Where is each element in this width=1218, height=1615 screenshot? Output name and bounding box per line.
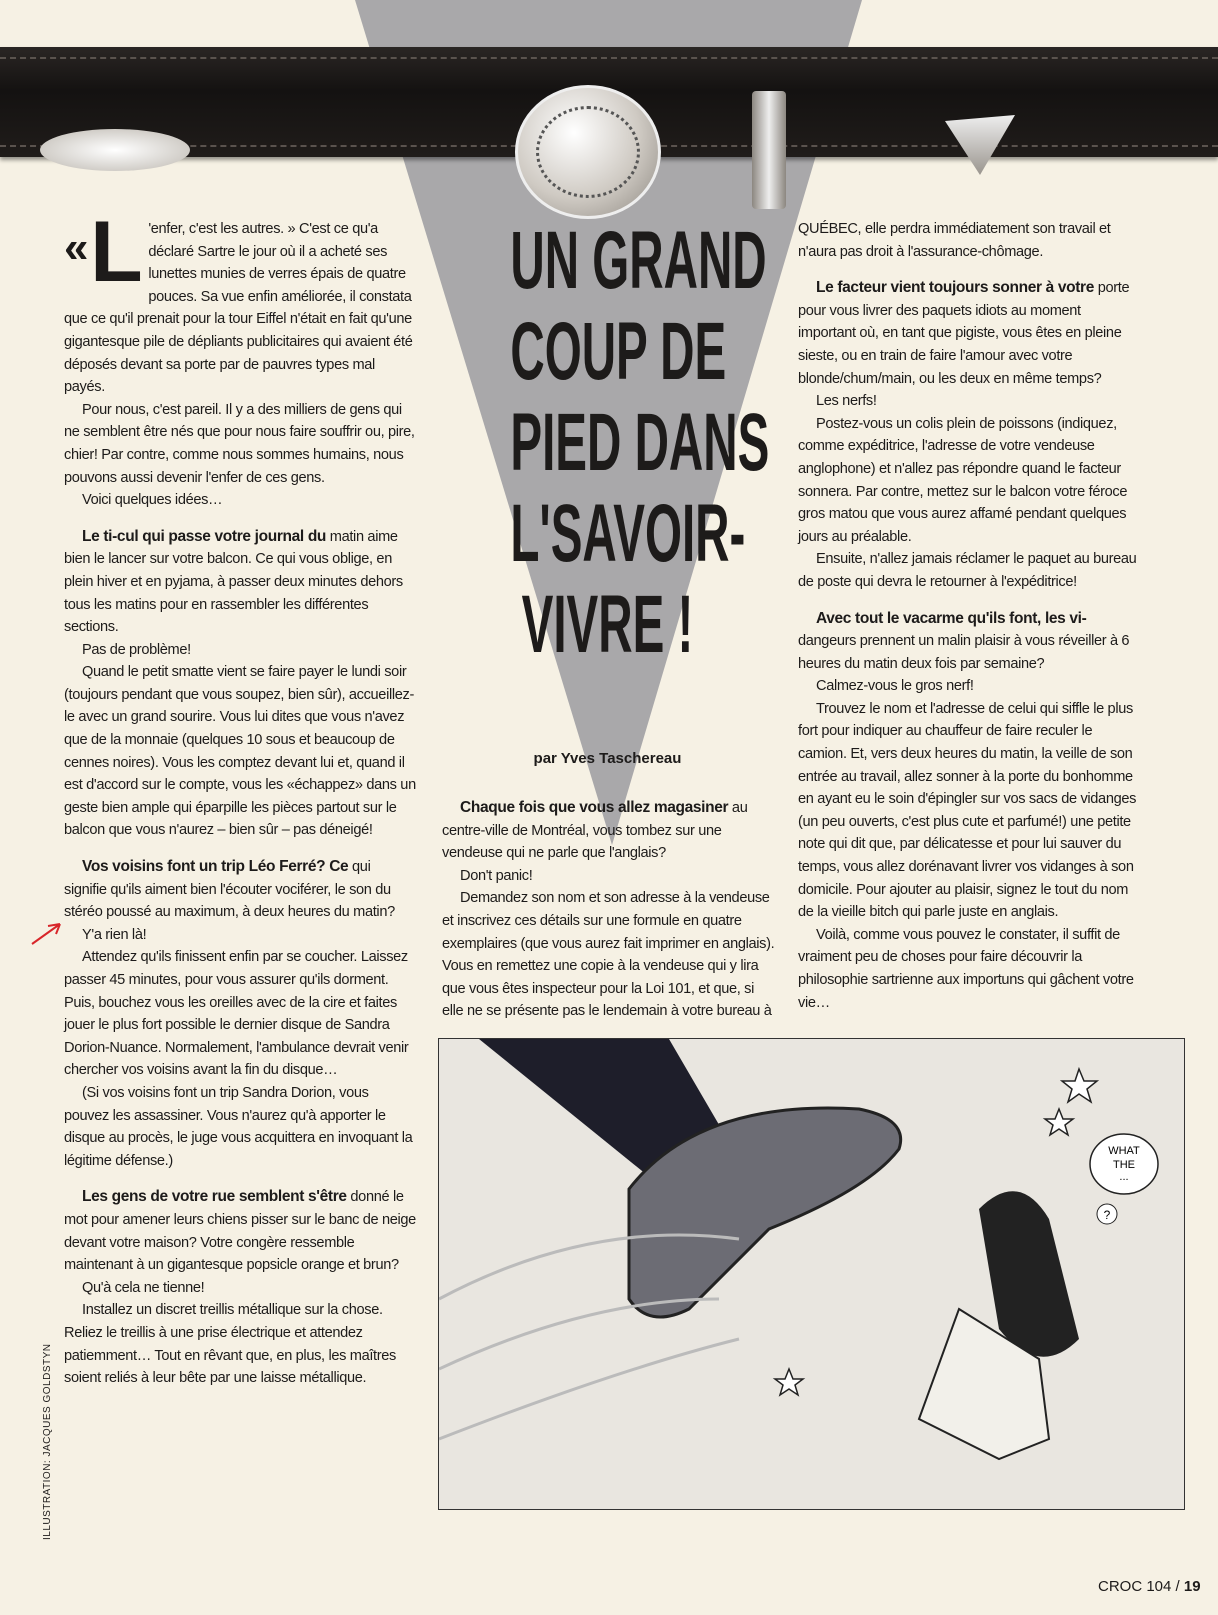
section-paragraph xyxy=(64,526,416,639)
paragraph: (Si vos voisins font un trip Sandra Dorion, vous pouvez les assassiner. Vous n'aurez qu'à apporter le disque au procès, le juge vous acquittera en invoquant la légitime défense.) xyxy=(64,1084,413,1169)
section-text: porte pour vous livrer des paquets idiots au moment important où, en tant que pigiste, vous êtes en pleine sieste, ou en train de faire l'amour avec votre blonde/chum/main, ou les deux en même temps? xyxy=(798,280,1130,387)
paragraph: Pour nous, c'est pareil. Il y a des milliers de gens qui ne semblent être nés que pour nous faire souffrir ou, pire, chier! Par contre, comme nous sommes humains, nous pouvons aussi devenir l'enfer de ces gens. xyxy=(64,401,415,486)
speech-text: ... xyxy=(1119,1171,1129,1183)
section-text: matin aime bien le lancer sur votre balcon. Ce qui vous oblige, en plein hiver et en pyjama, à passer deux minutes dehors tous les matins pour en rassembler les différentes sections. xyxy=(64,528,403,636)
red-arrow-annotation-icon xyxy=(30,920,64,946)
belt-banner-image xyxy=(0,47,1218,157)
paragraph: Voilà, comme vous pouvez le constater, il suffit de vraiment peu de choses pour faire découvrir la philosophie sartrienne aux importuns qui gâchent votre vie… xyxy=(798,926,1134,1011)
paragraph: Demandez son nom et son adresse à la vendeuse et inscrivez ces détails sur une formule en quatre exemplaires (que vous aurez fait imprimer en anglais). Vous en remettez une copie à la vendeuse qui y lira que vous êtes inspecteur pour la Loi 101, et que, si elle ne se présente pas le lendemain à votre bureau à xyxy=(442,890,775,1020)
paragraph: Trouvez le nom et l'adresse de celui qui siffle le plus fort pour indiquer au chauffeur de faire reculer le camion. Et, vers deux heures du matin, la veille de son entrée au travail, allez sonner à la porte du bonhomme en ayant eu le soin d'épingler sur vos sacs de vidanges (un peu ouverts, c'est plus cute et parfumé!) une petite note qui dit que, par délicatesse et pour lui sauver du temps, vous allez dorénavant livrer vos vidanges à son domicile. Pour ajouter au plaisir, signez le tout du nom de la vieille bitch qui parle juste en anglais. xyxy=(798,700,1137,921)
intro-paragraph xyxy=(64,204,416,399)
middle-column xyxy=(442,797,777,1023)
speech-text: WHAT xyxy=(1108,1145,1140,1157)
section-paragraph xyxy=(798,277,1138,390)
page-number: 19 xyxy=(1183,1578,1201,1595)
illustration-credit: ILLUSTRATION: JACQUES GOLDSTYN xyxy=(42,1343,53,1540)
section-lead: Chaque fois que vous allez magasiner xyxy=(460,799,729,816)
right-column xyxy=(798,218,1138,1014)
section-text: dangeurs prennent un malin plaisir à vous réveiller à 6 heures du matin deux fois par semaine? xyxy=(798,633,1130,672)
paragraph: Postez-vous un colis plein de poissons (indiquez, comme expéditrice, l'adresse de votre vendeuse anglophone) et n'allez pas répondre quand le facteur sonnera. Par contre, mettez sur le balcon votre féroce gros matou que vous aurez affamé pendant quelques jours au préalable. xyxy=(798,415,1128,545)
section-paragraph xyxy=(442,797,777,865)
paragraph: Pas de problème! xyxy=(82,641,191,658)
paragraph: Y'a rien là! xyxy=(82,926,147,943)
section-paragraph xyxy=(798,608,1138,676)
paragraph: QUÉBEC, elle perdra immédiatement son travail et n'aura pas droit à l'assurance-chômage. xyxy=(798,221,1111,260)
paragraph: Les nerfs! xyxy=(816,393,877,410)
section-text: au centre-ville de Montréal, vous tombez sur une vendeuse qui ne parle que l'anglais? xyxy=(442,800,748,862)
title-line: VIVRE ! xyxy=(521,579,694,670)
magazine-issue: CROC 104 / xyxy=(1098,1578,1180,1595)
page-folio xyxy=(1098,1578,1201,1595)
paragraph: Calmez-vous le gros nerf! xyxy=(816,678,974,695)
section-lead: Le facteur vient toujours sonner à votre xyxy=(816,279,1094,297)
article-title xyxy=(440,215,775,670)
belt-keeper xyxy=(752,91,786,209)
section-paragraph xyxy=(64,856,416,924)
section-lead: Vos voisins font un trip Léo Ferré? Ce xyxy=(82,858,349,876)
paragraph: Quand le petit smatte vient se faire payer le lundi soir (toujours pendant que vous soupez, bien sûr), accueillez-le avec un grand sourire. Vous lui dites que vous n'avez que de la monnaie (quelques 10 sous et beaucoup de cennes noires). Vous les comptez devant lui et, quand il est d'accord sur le compte, vous les «échappez» dans un geste bien ample qui éparpille les pièces partout sur le balcon que vous n'aurez – bien sûr – pas déneigé! xyxy=(64,664,416,839)
title-line: UN GRAND xyxy=(510,215,767,306)
left-column xyxy=(64,204,416,1390)
paragraph: Qu'à cela ne tienne! xyxy=(82,1279,205,1296)
section-text: donné le mot pour amener leurs chiens pisser sur le banc de neige devant votre maison? Votre congère ressemble maintenant à un gigantesque popsicle orange et brun? xyxy=(64,1189,416,1274)
section-lead: Les gens de votre rue semblent s'être xyxy=(82,1188,347,1206)
cartoon-illustration xyxy=(438,1038,1185,1510)
section-lead: Avec tout le vacarme qu'ils font, les vi- xyxy=(816,609,1087,627)
dropcap-letter: L xyxy=(90,204,143,300)
belt-concho xyxy=(40,129,190,171)
thought-text: ? xyxy=(1103,1208,1111,1222)
byline: par Yves Taschereau xyxy=(533,750,682,767)
intro-text: 'enfer, c'est les autres. » C'est ce qu'a déclaré Sartre le jour où il a acheté ses lunettes munies de verres épais de quatre pouces. Sa vue enfin améliorée, il constata que ce qu'il prenait pour la tour Eiffel n'était en fait qu'une gigantesque pile de dépliants publicitaires qui avaient été déposés devant sa porte par de pauvres types mal payés. xyxy=(64,221,413,396)
belt-buckle xyxy=(515,85,661,219)
dropcap-quote: « xyxy=(64,223,89,272)
title-line: COUP DE xyxy=(510,306,727,397)
title-line: PIED DANS xyxy=(510,397,770,488)
title-line: L'SAVOIR- xyxy=(510,488,746,579)
section-paragraph xyxy=(64,1186,416,1276)
paragraph: Attendez qu'ils finissent enfin par se coucher. Laissez passer 45 minutes, pour vous assurer qu'ils dorment. Puis, bouchez vous les oreilles avec de la cire et faites jouer le plus fort possible le dernier disque de Sandra Dorion-Nuance. Normalement, l'ambulance devrait venir chercher vos voisins avant la fin du disque… xyxy=(64,949,409,1079)
paragraph: Don't panic! xyxy=(460,867,533,884)
paragraph: Voici quelques idées… xyxy=(82,492,223,509)
paragraph: Ensuite, n'allez jamais réclamer le paquet au bureau de poste qui devra le retourner à l'expéditrice! xyxy=(798,551,1137,590)
section-text: qui signifie qu'ils aiment bien l'écouter vociférer, le son du stéréo poussé au maximum, à deux heures du matin? xyxy=(64,859,395,921)
speech-text: THE xyxy=(1113,1159,1135,1171)
section-lead: Le ti-cul qui passe votre journal du xyxy=(82,527,327,545)
paragraph: Installez un discret treillis métallique sur la chose. Reliez le treillis à une prise électrique et attendez patiemment… Tout en rêvant que, en plus, les maîtres soient reliés à leur bête par une laisse métallique. xyxy=(64,1302,396,1387)
